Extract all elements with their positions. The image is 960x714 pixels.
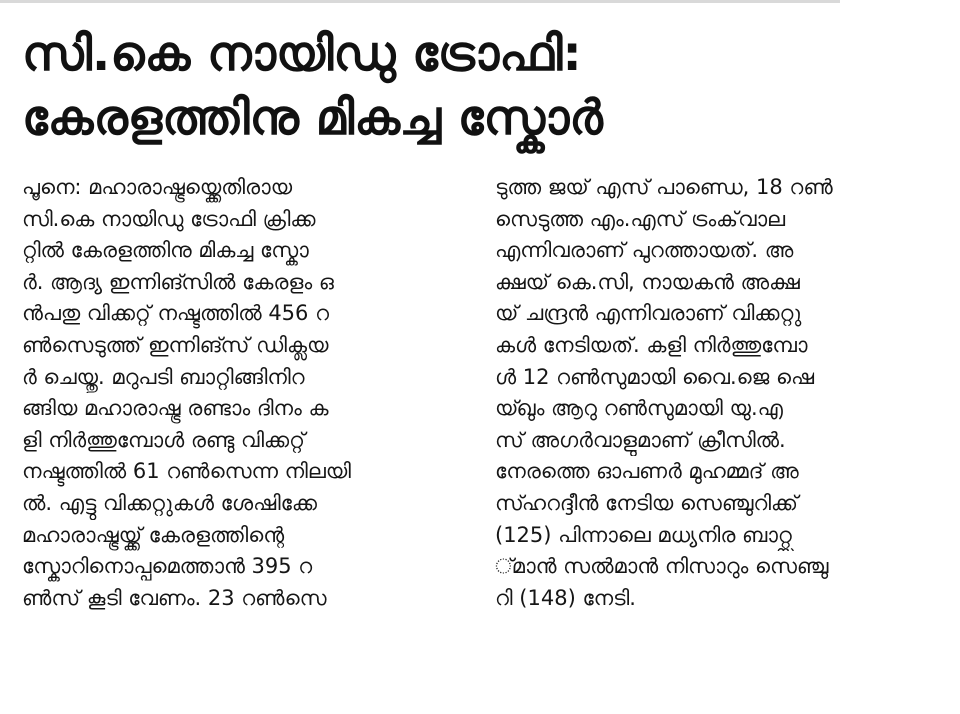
- body-line: ടുത്ത ജയ് എസ് പാണ്ഡെ, 18 റൺ: [495, 175, 833, 199]
- body-line: കൾ നേടിയത്. കളി നിർത്തുമ്പോ: [495, 332, 808, 357]
- body-line: സ് അഗർവാളുമാണ് ക്രീസിൽ.: [495, 427, 786, 452]
- body-line: റ്റിൽ കേരളത്തിനു മികച്ച സ്കോ: [22, 238, 309, 263]
- body-line: ളി നിർത്തുമ്പോൾ രണ്ടു വിക്കറ്റ്: [22, 427, 305, 452]
- body-line: ൺസെടുത്ത് ഇന്നിങ്സ് ഡിക്ലയ: [22, 332, 329, 357]
- body-line: ൻപതു വിക്കറ്റ് നഷ്ടത്തിൽ 456 റ: [22, 301, 329, 326]
- body-line: ്മാൻ സൽമാൻ നിസാറും സെഞ്ചു: [495, 554, 829, 579]
- body-line: യ് ചന്ദ്രൻ എന്നിവരാണ് വിക്കറ്റു: [495, 301, 802, 326]
- headline: [22, 22, 942, 150]
- body-line: മഹാരാഷ്ട്രയ്ക്ക് കേരളത്തിന്റെ: [22, 522, 285, 547]
- right-column: [495, 172, 915, 614]
- body-line: സ്കോറിനൊപ്പമെത്താൻ 395 റ: [22, 554, 313, 579]
- body-line: (125) പിന്നാലെ മധ്യനിര ബാറ്റ്സ: [495, 522, 792, 547]
- headline-line-2: കേരളത്തിനു മികച്ച സ്കോർ: [22, 90, 603, 146]
- headline-line-1: സി.കെ നായിഡു ട്രോഫി:: [22, 26, 582, 82]
- body-line: ൾ 12 റൺസുമായി വൈ.ജെ ഷെ: [495, 364, 815, 389]
- body-line: ൽ. എട്ടു വിക്കറ്റുകൾ ശേഷിക്കേ: [22, 490, 317, 515]
- body-line: യ്ഖും ആറു റൺസുമായി യു.എ: [495, 396, 783, 421]
- body-line: ങ്ങിയ മഹാരാഷ്ട്ര രണ്ടാം ദിനം ക: [22, 396, 329, 421]
- body-line: സെടുത്ത എം.എസ് ട്രംക്‌വാല: [495, 206, 786, 231]
- body-line: ർ ചെയ്തു. മറുപടി ബാറ്റിങ്ങിനിറ: [22, 364, 305, 389]
- top-divider: [0, 0, 840, 3]
- body-line: ൺസ് കൂടി വേണം. 23 റൺസെ: [22, 585, 327, 610]
- body-line: ർ. ആദ്യ ഇന്നിങ്സിൽ കേരളം ഒ: [22, 269, 334, 294]
- body-line: സി.കെ നായിഡു ട്രോഫി ക്രിക്ക: [22, 206, 316, 231]
- body-line: ക്ഷയ് കെ.സി, നായകൻ അക്ഷ: [495, 269, 800, 294]
- body-line: എന്നിവരാണ് പുറത്തായത്. അ: [495, 238, 794, 263]
- body-line: പൂനെ: മഹാരാഷ്ട്രയ്ക്കെതിരായ: [22, 175, 293, 199]
- body-line: സ്ഹറദ്ദീൻ നേടിയ സെഞ്ചുറിക്ക്: [495, 490, 799, 515]
- left-column: [22, 172, 442, 614]
- body-line: നഷ്ടത്തിൽ 61 റൺസെന്ന നിലയി: [22, 459, 351, 484]
- body-line: നേരത്തെ ഓപണർ മുഹമ്മദ് അ: [495, 459, 799, 484]
- body-line: റി (148) നേടി.: [495, 585, 636, 610]
